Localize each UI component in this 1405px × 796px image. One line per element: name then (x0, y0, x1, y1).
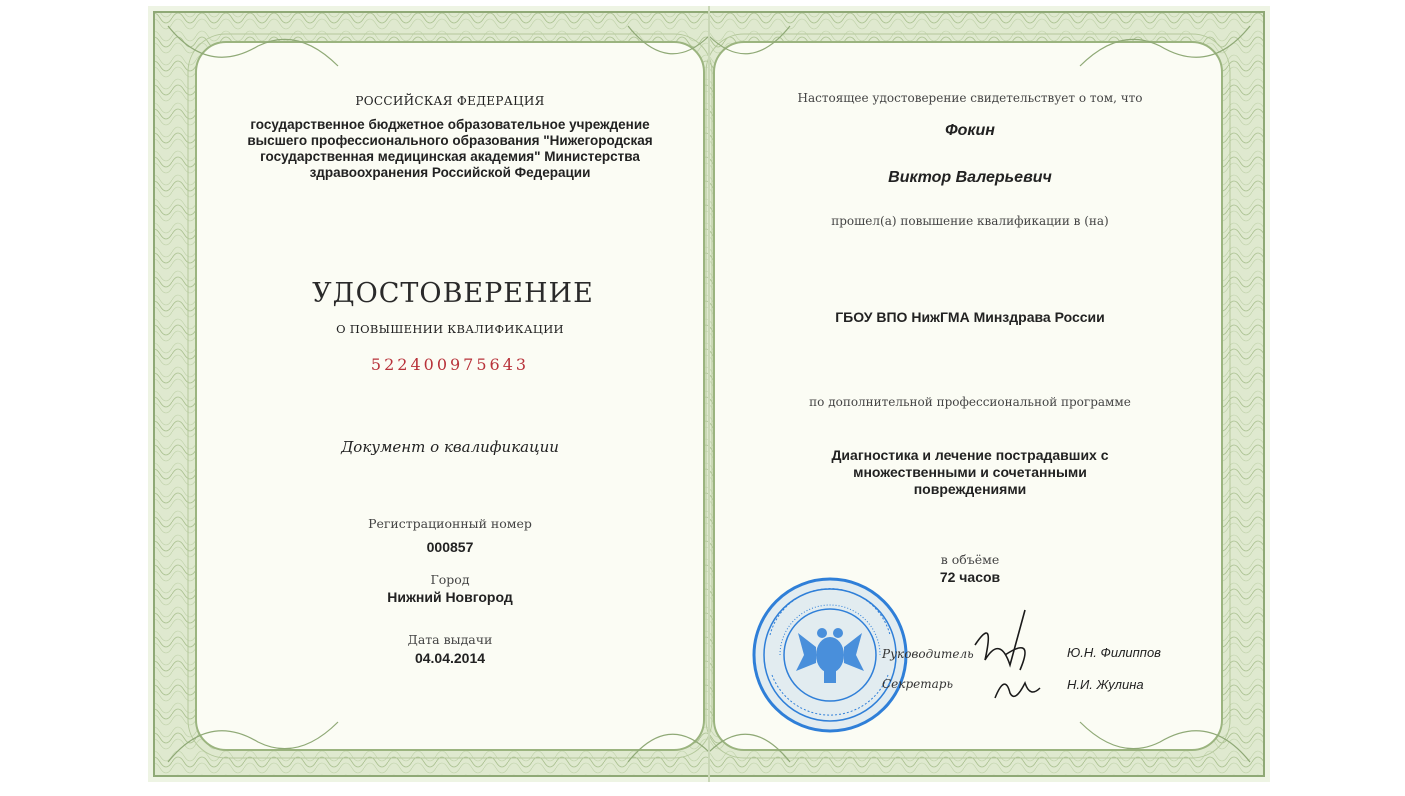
document-subtitle: О ПОВЫШЕНИИ КВАЛИФИКАЦИИ (336, 322, 564, 336)
city-label: Город (430, 572, 470, 587)
secretary-label: Секретарь (882, 677, 953, 691)
issue-date: 04.04.2014 (414, 650, 486, 666)
secretary-signature (990, 668, 1050, 708)
head-label: Руководитель (882, 647, 974, 661)
head-name: Ю.Н. Филиппов (1067, 645, 1161, 660)
program-intro: по дополнительной профессиональной программе (809, 395, 1131, 409)
institution-line: государственное бюджетное образовательное учреждение (250, 117, 650, 132)
holder-surname: Фокин (945, 122, 995, 139)
city-value: Нижний Новгород (387, 589, 513, 605)
program-line: множественными и сочетанными (853, 464, 1087, 480)
holder-name: Виктор Валерьевич (888, 169, 1052, 186)
certificate-intro: Настоящее удостоверение свидетельствует о том, что (797, 91, 1143, 105)
institution-line: здравоохранения Российской Федерации (309, 165, 591, 180)
spread-fold (708, 6, 710, 782)
registration-number: 000857 (426, 539, 474, 555)
secretary-name: Н.И. Жулина (1067, 677, 1144, 692)
registration-label: Регистрационный номер (368, 516, 532, 531)
training-organization: ГБОУ ВПО НижГМА Минздрава России (835, 309, 1105, 325)
program-line: повреждениями (913, 481, 1027, 497)
program-title (770, 447, 1170, 498)
country-heading: РОССИЙСКАЯ ФЕДЕРАЦИЯ (355, 94, 545, 108)
volume-value: 72 часов (939, 569, 1001, 585)
document-title: УДОСТОВЕРЕНИЕ (312, 278, 594, 309)
issue-date-label: Дата выдачи (407, 632, 493, 647)
institution-line: высшего профессионального образования "Нижегородская (247, 133, 653, 148)
institution-line: государственная медицинская академия" Министерства (260, 149, 640, 164)
program-line: Диагностика и лечение пострадавших с (831, 447, 1109, 463)
document-type: Документ о квалификации (341, 438, 559, 456)
institution-name (240, 117, 660, 181)
volume-label: в объёме (940, 552, 1000, 567)
completed-text: прошел(а) повышение квалификации в (на) (831, 214, 1109, 228)
serial-number: 522400975643 (370, 355, 530, 374)
